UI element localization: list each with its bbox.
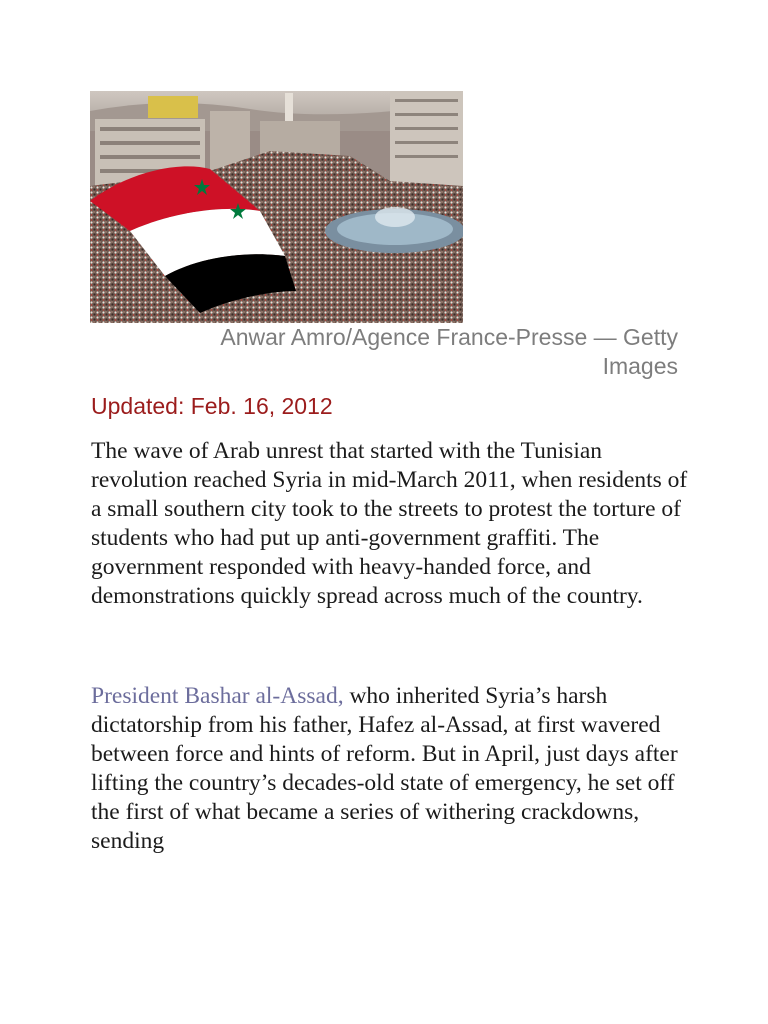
article-paragraph-1: The wave of Arab unrest that started with the Tunisian revolution reached Syria in mid-March 2011, when residents of a small southern city took to the streets to protest the torture of students who had put up anti-government graffiti. The government responded with heavy-handed force, and demonstrations quickly spread across much of the country. (91, 438, 688, 609)
photo-credit: Anwar Amro/Agence France-Presse — Getty Images (220, 324, 678, 379)
news-photo (90, 91, 463, 323)
person-link-bashar-al-assad[interactable]: President Bashar al-Assad, (91, 683, 344, 709)
article-paragraph-2-text: who inherited Syria’s harsh dictatorship from his father, Hafez al-Assad, at first wavered between force and hints of reform. But in April, just days after lifting the country’s decades-old state of emergency, he set off the first of what became a series of withering crackdowns, sending (91, 683, 678, 854)
updated-date: Updated: Feb. 16, 2012 (91, 393, 333, 419)
crowd-rally-photo (90, 91, 463, 323)
article-paragraph-2 (91, 682, 691, 856)
